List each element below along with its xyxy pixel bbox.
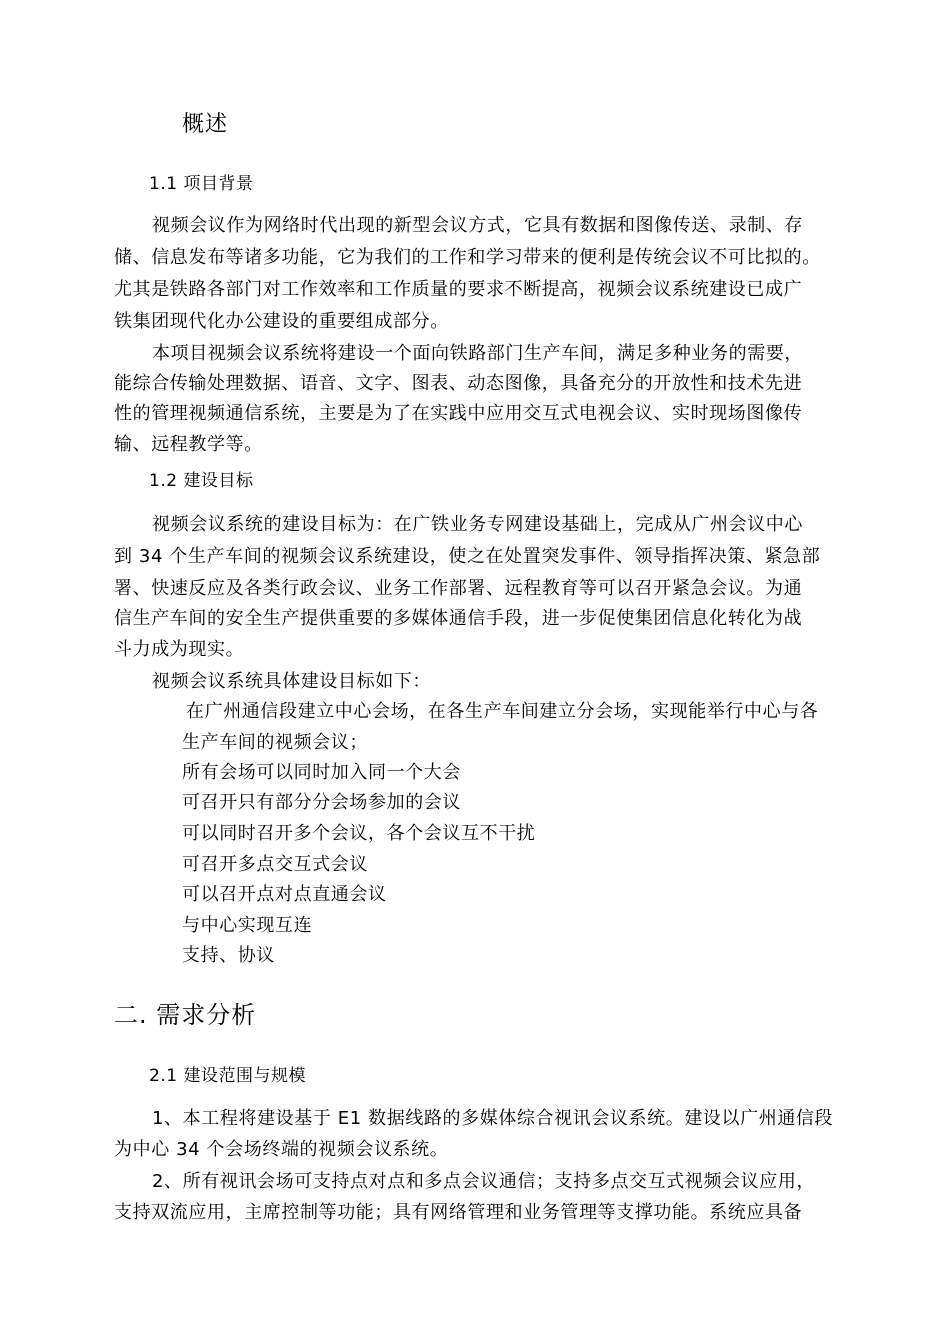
goal-item: 生产车间的视频会议；	[182, 732, 368, 753]
paragraph-line: 支持双流应用，主席控制等功能；具有网络管理和业务管理等支撑功能。系统应具备	[114, 1202, 803, 1223]
goal-item: 在广州通信段建立中心会场，在各生产车间建立分会场，实现能举行中心与各	[186, 701, 819, 722]
goal-item: 所有会场可以同时加入同一个大会	[182, 762, 461, 783]
paragraph-line: 2、所有视讯会场可支持点对点和多点会议通信；支持多点交互式视频会议应用，	[152, 1171, 816, 1192]
paragraph-line: 本项目视频会议系统将建设一个面向铁路部门生产车间，满足多种业务的需要，	[152, 343, 803, 364]
paragraph-line: 输、远程教学等。	[114, 434, 263, 455]
goal-item: 可召开多点交互式会议	[182, 854, 368, 875]
paragraph-line: 视频会议作为网络时代出现的新型会议方式，它具有数据和图像传送、录制、存	[152, 215, 803, 236]
goal-item: 与中心实现互连	[182, 915, 313, 936]
paragraph-line: 铁集团现代化办公建设的重要组成部分。	[114, 311, 449, 332]
paragraph-line: 信生产车间的安全生产提供重要的多媒体通信手段，进一步促使集团信息化转化为战	[114, 608, 803, 629]
section-1-1-title: 1.1 项目背景	[149, 174, 254, 194]
goal-item: 可以同时召开多个会议，各个会议互不干扰	[182, 823, 536, 844]
paragraph-line: 性的管理视频通信系统，主要是为了在实践中应用交互式电视会议、实时现场图像传	[114, 403, 803, 424]
section-1-2-title: 1.2 建设目标	[149, 471, 254, 491]
paragraph-line: 到 34 个生产车间的视频会议系统建设，使之在处置突发事件、领导指挥决策、紧急部	[114, 546, 821, 567]
paragraph-line: 视频会议系统的建设目标为：在广铁业务专网建设基础上，完成从广州会议中心	[152, 514, 803, 535]
paragraph-line: 尤其是铁路各部门对工作效率和工作质量的要求不断提高，视频会议系统建设已成广	[114, 279, 803, 300]
paragraph-line: 1、本工程将建设基于 E1 数据线路的多媒体综合视讯会议系统。建设以广州通信段	[152, 1108, 834, 1129]
paragraph-line: 储、信息发布等诸多功能，它为我们的工作和学习带来的便利是传统会议不可比拟的。	[114, 247, 821, 268]
paragraph-line: 能综合传输处理数据、语音、文字、图表、动态图像，具备充分的开放性和技术先进	[114, 373, 803, 394]
paragraph-line: 署、快速反应及各类行政会议、业务工作部署、远程教育等可以召开紧急会议。为通	[114, 578, 803, 599]
paragraph-line: 斗力成为现实。	[114, 639, 245, 660]
goal-item: 支持、协议	[182, 945, 275, 966]
paragraph-line: 为中心 34 个会场终端的视频会议系统。	[114, 1139, 449, 1160]
goal-item: 可召开只有部分分会场参加的会议	[182, 792, 461, 813]
overview-heading: 概述	[182, 112, 229, 137]
goal-item: 可以召开点对点直通会议	[182, 884, 387, 905]
chapter-2-heading: 二. 需求分析	[114, 1001, 257, 1029]
goals-intro: 视频会议系统具体建设目标如下：	[152, 671, 431, 692]
section-2-1-title: 2.1 建设范围与规模	[149, 1066, 306, 1086]
